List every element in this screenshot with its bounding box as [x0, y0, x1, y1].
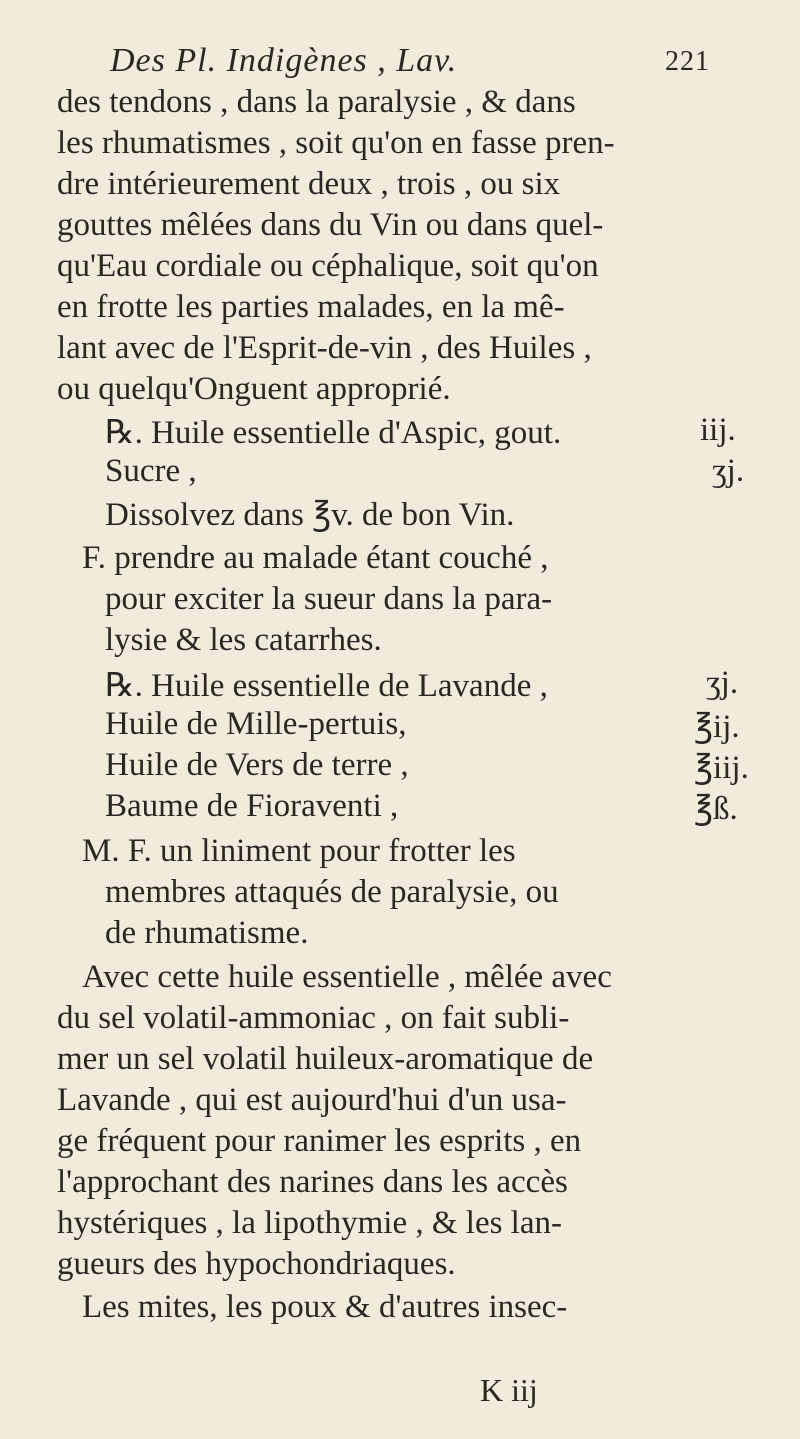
recipe-line: Dissolvez dans ℥v. de bon Vin. [105, 497, 515, 533]
recipe-line: Sucre , [105, 453, 197, 489]
text-line: Avec cette huile essentielle , mêlée avec [82, 959, 612, 995]
recipe-instruction: F. prendre au malade étant couché , [82, 540, 549, 576]
text-line: des tendons , dans la paralysie , & dans [57, 84, 576, 120]
text-line: les rhumatismes , soit qu'on en fasse pren- [57, 125, 615, 161]
text-line: hystériques , la lipothymie , & les lan- [57, 1205, 562, 1241]
text-line: lant avec de l'Esprit-de-vin , des Huiles , [57, 330, 592, 366]
text-line: gouttes mêlées dans du Vin ou dans quel- [57, 207, 604, 243]
text-line: mer un sel volatil huileux-aromatique de [57, 1041, 594, 1077]
recipe-line: ℞. Huile essentielle d'Aspic, gout. [105, 415, 562, 451]
text-line: dre intérieurement deux , trois , ou six [57, 166, 561, 202]
text-line: ou quelqu'Onguent approprié. [57, 371, 451, 407]
recipe-line: ℞. Huile essentielle de Lavande , [105, 668, 548, 704]
recipe-line: Huile de Vers de terre , [105, 747, 409, 783]
recipe-instruction: de rhumatisme. [105, 915, 309, 951]
recipe-quantity: ʒj. [706, 665, 739, 701]
recipe-quantity: ʒj. [712, 453, 745, 489]
page-number: 221 [665, 46, 710, 77]
header-title: Des Pl. Indigènes , Lav. [110, 42, 458, 79]
text-line: Les mites, les poux & d'autres insec- [82, 1289, 568, 1325]
recipe-quantity: ℥ß. [694, 791, 738, 827]
text-line: gueurs des hypochondriaques. [57, 1246, 456, 1282]
recipe-instruction: membres attaqués de paralysie, ou [105, 874, 559, 910]
recipe-instruction: pour exciter la sueur dans la para- [105, 581, 553, 617]
recipe-instruction: lysie & les catarrhes. [105, 622, 382, 658]
text-line: l'approchant des narines dans les accès [57, 1164, 568, 1200]
recipe-quantity: ℥ij. [694, 709, 740, 745]
recipe-quantity: iij. [700, 412, 736, 448]
recipe-instruction: M. F. un liniment pour frotter les [82, 833, 516, 869]
text-line: en frotte les parties malades, en la mê- [57, 289, 565, 325]
signature-mark: K iij [480, 1372, 538, 1408]
text-line: Lavande , qui est aujourd'hui d'un usa- [57, 1082, 567, 1118]
text-line: ge fréquent pour ranimer les esprits , en [57, 1123, 582, 1159]
recipe-line: Baume de Fioraventi , [105, 788, 399, 824]
text-line: qu'Eau cordiale ou céphalique, soit qu'on [57, 248, 599, 284]
recipe-line: Huile de Mille-pertuis, [105, 706, 407, 742]
text-line: du sel volatil-ammoniac , on fait subli- [57, 1000, 570, 1036]
recipe-quantity: ℥iij. [694, 750, 749, 786]
